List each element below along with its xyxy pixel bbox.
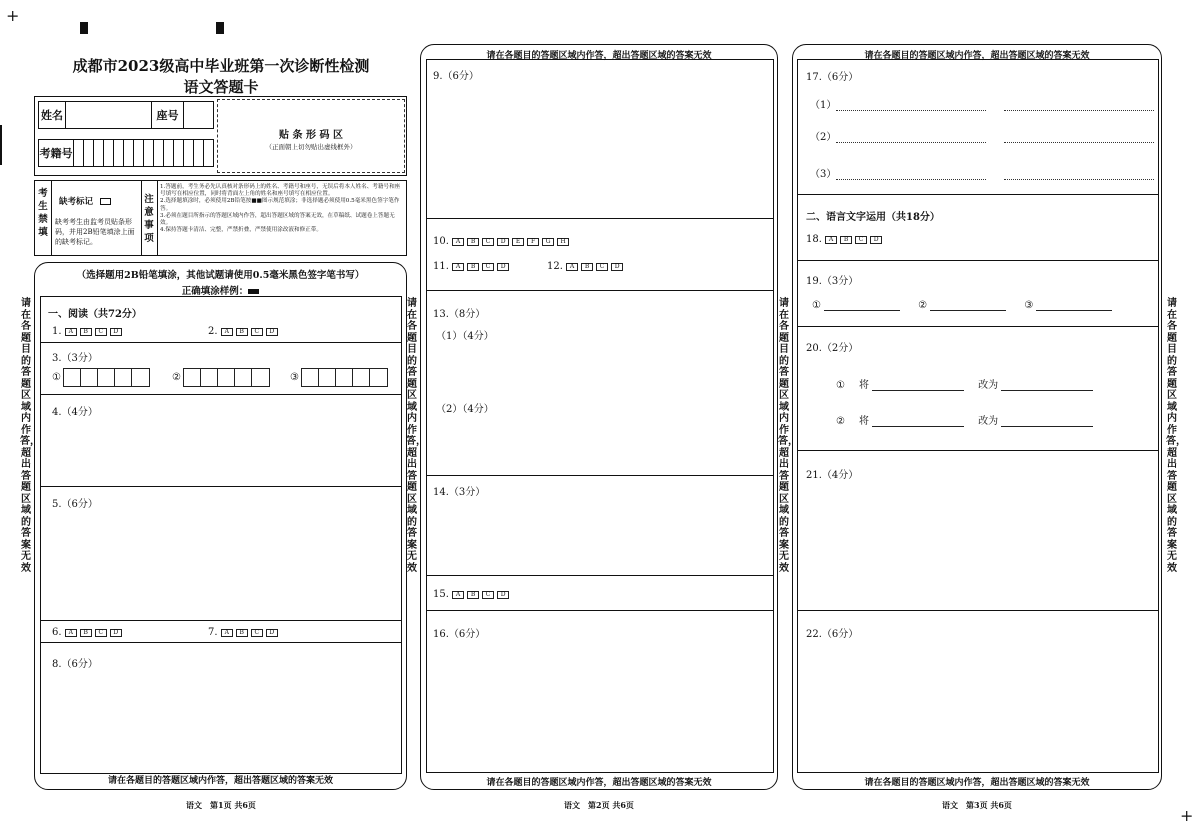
q3-answer-2[interactable]: ② <box>172 368 270 387</box>
name-field[interactable] <box>66 101 152 129</box>
barcode-title: 贴 条 形 码 区 <box>279 130 343 141</box>
fill-sample-mark <box>248 289 259 294</box>
absent-mark-box[interactable] <box>100 198 111 205</box>
q5-label: 5.（6分） <box>52 499 98 510</box>
section1-title: 一、阅读（共72分） <box>48 309 142 320</box>
card-title: 成都市2023级高中毕业班第一次诊断性检测 <box>72 57 370 75</box>
registration-mark-bottom-right: + <box>1180 806 1194 825</box>
timing-mark <box>80 22 88 34</box>
note-item: 1.答题前，考生务必先认真核对条形码上的姓名、考籍号和座号，无误后将本人姓名、考籍号和座号填写在相应位置，同时将背面左上角的姓名和座号填写在相应位置。 <box>160 184 401 198</box>
q19-label: 19.（3分） <box>806 276 859 287</box>
q20-line-2[interactable]: ② 将 改为 <box>836 412 1093 427</box>
q10[interactable]: 10. A B C D E F G H <box>433 236 572 247</box>
notes-list <box>160 184 404 234</box>
fill-instruction: （选择题用2B铅笔填涂，其他试题请使用0.5毫米黑色签字笔书写） <box>76 270 365 281</box>
q7[interactable]: 7. A B C D <box>208 627 281 638</box>
q4-answer-area[interactable] <box>42 418 400 484</box>
notes-block <box>34 180 407 256</box>
q13-part1-answer-area[interactable] <box>428 342 772 397</box>
section2-title: 二、语言文字运用（共18分） <box>806 212 940 223</box>
footer-page3: 语文 第3页 共6页 <box>942 800 1012 810</box>
q22-label: 22.（6分） <box>806 629 859 640</box>
barcode-note: （正面朝上切勿贴出虚线框外） <box>265 143 357 151</box>
notes-label: 注意事项 <box>144 194 154 244</box>
region-warning-p2-bottom: 请在各题目的答题区域内作答，超出答题区域的答案无效 <box>486 778 712 788</box>
timing-mark <box>0 125 2 165</box>
q17-line-1[interactable]: （1） <box>810 96 1154 111</box>
student-info-block <box>34 96 407 176</box>
q3-label: 3.（3分） <box>52 353 98 364</box>
q17-label: 17.（6分） <box>806 72 859 83</box>
q13-part1-label: （1）（4分） <box>436 331 494 342</box>
seat-label: 座号 <box>152 101 184 129</box>
q3-answer-3[interactable]: ③ <box>290 368 388 387</box>
q18[interactable]: 18. A B C D <box>806 234 885 245</box>
exam-no-label: 考籍号 <box>38 139 74 167</box>
q14-label: 14.（3分） <box>433 487 486 498</box>
q12[interactable]: 12. A B C D <box>547 261 626 272</box>
region-warning-p3-bottom: 请在各题目的答题区域内作答，超出答题区域的答案无效 <box>864 778 1090 788</box>
q8-label: 8.（6分） <box>52 659 98 670</box>
region-warning-p3-top: 请在各题目的答题区域内作答，超出答题区域的答案无效 <box>864 51 1090 61</box>
q15[interactable]: 15. A B C D <box>433 589 512 600</box>
q5-answer-area[interactable] <box>42 510 400 618</box>
q14-answer-area[interactable] <box>428 498 772 572</box>
footer-page1: 语文 第1页 共6页 <box>186 800 256 810</box>
region-warning-p1: 请在各题目的答题区域内作答，超出答题区域的答案无效 <box>107 776 333 786</box>
q13-part2-label: （2）（4分） <box>436 404 494 415</box>
q21-label: 21.（4分） <box>806 470 859 481</box>
q1[interactable]: 1. A B C D <box>52 326 125 337</box>
timing-mark <box>216 22 224 34</box>
side-warning-mid-right: 请在各题目的答题区域内作答，超出答题区域的答案无效 <box>778 298 798 574</box>
side-warning-left: 请在各题目的答题区域内作答，超出答题区域的答案无效 <box>20 298 40 574</box>
note-item: 2.选择题填涂时，必须使用2B铅笔按■■图示规范填涂；非选择题必须使用0.5毫米黑色签字笔作答。 <box>160 198 400 212</box>
q13-label: 13.（8分） <box>433 309 486 320</box>
q20-line-1[interactable]: ① 将 改为 <box>836 376 1093 391</box>
exam-no-field[interactable] <box>74 139 214 167</box>
note-item: 3.必须在题目所指示的答题区域内作答，超出答题区域的答案无效，在草稿纸、试题卷上答题无效。 <box>160 212 395 227</box>
q9-label: 9.（6分） <box>433 71 479 82</box>
fill-sample: 正确填涂样例： <box>35 283 406 297</box>
side-warning-mid-left: 请在各题目的答题区域内作答，超出答题区域的答案无效 <box>406 298 426 574</box>
q16-answer-area[interactable] <box>428 640 772 770</box>
q17-line-3[interactable]: （3） <box>810 165 1154 180</box>
footer-page2: 语文 第2页 共6页 <box>564 800 634 810</box>
forbidden-label: 考生禁填 <box>38 188 48 238</box>
q8-answer-area[interactable] <box>42 672 400 770</box>
note-item: 4.保持答题卡清洁、完整，严禁折叠，严禁使用涂改液和修正带。 <box>160 227 322 234</box>
q13-part2-answer-area[interactable] <box>428 415 772 473</box>
barcode-area <box>217 99 405 173</box>
q16-label: 16.（6分） <box>433 629 486 640</box>
q2[interactable]: 2. A B C D <box>208 326 281 337</box>
region-warning-p2-top: 请在各题目的答题区域内作答，超出答题区域的答案无效 <box>486 51 712 61</box>
q9-answer-area[interactable] <box>428 84 772 216</box>
absent-note: 缺考考生由监考员贴条形码，并用2B铅笔填涂上面的缺考标记。 <box>55 218 135 246</box>
q17-line-2[interactable]: （2） <box>810 128 1154 143</box>
q6[interactable]: 6. A B C D <box>52 627 125 638</box>
seat-field[interactable] <box>184 101 214 129</box>
registration-mark-top-left: + <box>6 6 20 25</box>
q3-answer-1[interactable]: ① <box>52 368 150 387</box>
card-subtitle: 语文答题卡 <box>183 78 259 96</box>
q4-label: 4.（4分） <box>52 407 98 418</box>
q20-label: 20.（2分） <box>806 343 859 354</box>
q21-answer-area[interactable] <box>799 482 1157 608</box>
absent-mark-label: 缺考标记 <box>59 195 111 207</box>
name-label: 姓名 <box>38 101 66 129</box>
q22-answer-area[interactable] <box>799 640 1157 770</box>
q11[interactable]: 11. A B C D <box>433 261 512 272</box>
side-warning-right: 请在各题目的答题区域内作答，超出答题区域的答案无效 <box>1166 298 1186 574</box>
q19-answers[interactable]: ① ② ③ <box>812 300 1112 311</box>
